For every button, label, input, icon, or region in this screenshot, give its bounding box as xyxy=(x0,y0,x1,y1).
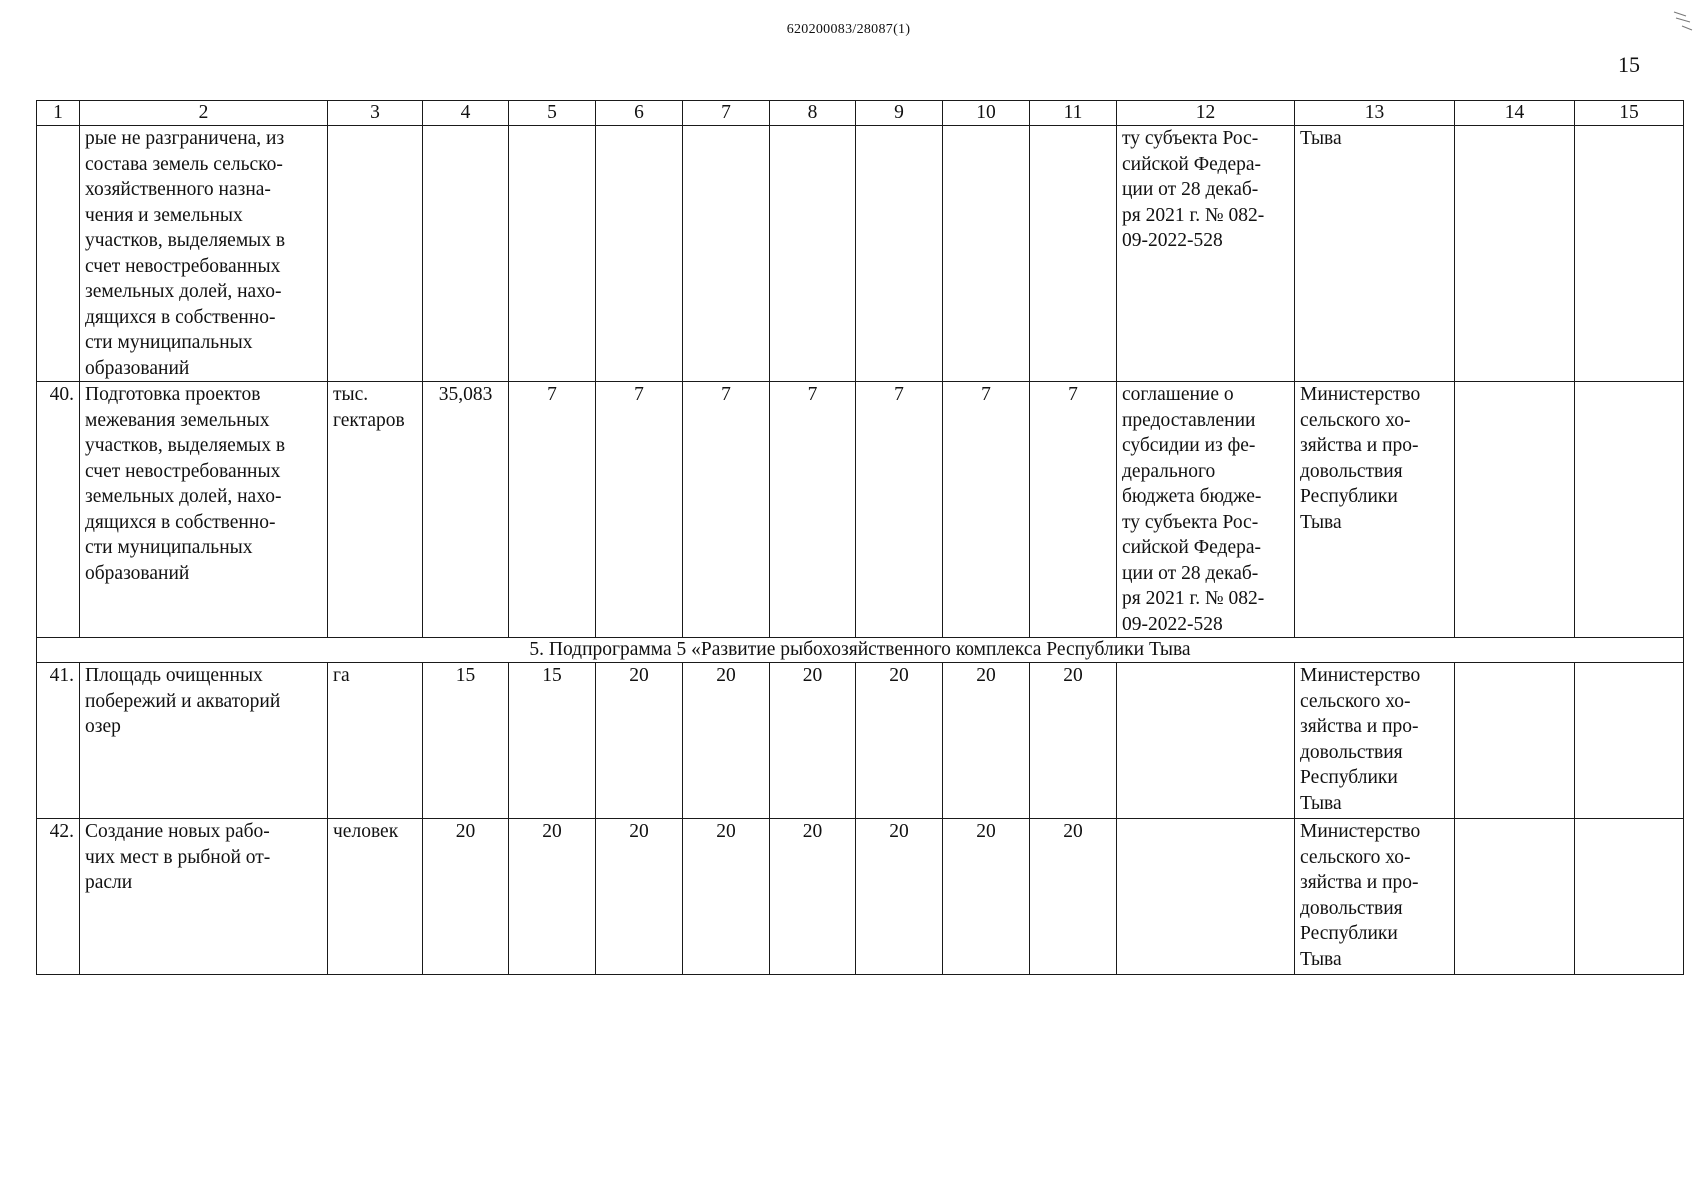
unit-cell xyxy=(328,126,423,382)
unit-cell: человек xyxy=(328,819,423,975)
value-cell: 20 xyxy=(943,663,1030,819)
value-cell xyxy=(509,126,596,382)
unit-cell: тыс. гектаров xyxy=(328,382,423,638)
header-cell: 5 xyxy=(509,101,596,126)
responsible-cell: Министерство сельского хо- зяйства и про- довольствия Республики Тыва xyxy=(1295,663,1455,819)
value-cell: 20 xyxy=(683,663,770,819)
value-cell xyxy=(423,126,509,382)
header-cell: 10 xyxy=(943,101,1030,126)
description-cell: Подготовка проектов межевания земельных участков, выделяемых в счет невостребованных земельных долей, нахо- дящихся в собственно- сти муниципальных образований xyxy=(80,382,328,638)
row-number-cell: 42. xyxy=(37,819,80,975)
page-number: 15 xyxy=(1618,52,1640,77)
header-cell: 4 xyxy=(423,101,509,126)
empty-cell xyxy=(1455,382,1575,638)
empty-cell xyxy=(1575,382,1684,638)
header-cell: 8 xyxy=(770,101,856,126)
header-cell: 1 xyxy=(37,101,80,126)
row-number-cell: 41. xyxy=(37,663,80,819)
value-cell: 20 xyxy=(856,819,943,975)
value-cell: 7 xyxy=(770,382,856,638)
header-cell: 15 xyxy=(1575,101,1684,126)
value-cell: 15 xyxy=(423,663,509,819)
header-cell: 12 xyxy=(1117,101,1295,126)
value-cell: 20 xyxy=(1030,819,1117,975)
value-cell: 7 xyxy=(943,382,1030,638)
table-row-41 xyxy=(37,663,1684,819)
value-cell: 7 xyxy=(683,382,770,638)
header-cell: 9 xyxy=(856,101,943,126)
empty-cell xyxy=(1455,819,1575,975)
value-cell: 20 xyxy=(856,663,943,819)
responsible-cell: Министерство сельского хо- зяйства и про- довольствия Республики Тыва xyxy=(1295,819,1455,975)
empty-cell xyxy=(1575,126,1684,382)
value-cell: 7 xyxy=(596,382,683,638)
header-cell: 11 xyxy=(1030,101,1117,126)
responsible-cell: Тыва xyxy=(1295,126,1455,382)
row-number-cell: 40. xyxy=(37,382,80,638)
value-cell: 20 xyxy=(509,819,596,975)
header-cell: 14 xyxy=(1455,101,1575,126)
empty-cell xyxy=(1575,819,1684,975)
header-cell: 2 xyxy=(80,101,328,126)
empty-cell xyxy=(1575,663,1684,819)
basis-cell xyxy=(1117,663,1295,819)
subprogram-5-title: 5. Подпрограмма 5 «Развитие рыбохозяйственного комплекса Республики Тыва xyxy=(37,638,1684,663)
value-cell: 7 xyxy=(856,382,943,638)
value-cell: 20 xyxy=(596,663,683,819)
responsible-cell: Министерство сельского хо- зяйства и про- довольствия Республики Тыва xyxy=(1295,382,1455,638)
value-cell: 20 xyxy=(1030,663,1117,819)
indicators-table xyxy=(36,100,1684,975)
unit-cell: га xyxy=(328,663,423,819)
table-row-continuation xyxy=(37,126,1684,382)
description-cell: рые не разграничена, из состава земель сельско- хозяйственного назна- чения и земельных участков, выделяемых в счет невостребованных земельных долей, нахо- дящихся в собственно- сти муниципальных образований xyxy=(80,126,328,382)
column-number-header-row xyxy=(37,101,1684,126)
table-row-40 xyxy=(37,382,1684,638)
empty-cell xyxy=(1455,126,1575,382)
value-cell: 7 xyxy=(509,382,596,638)
value-cell: 20 xyxy=(770,663,856,819)
value-cell xyxy=(856,126,943,382)
value-cell xyxy=(770,126,856,382)
value-cell: 20 xyxy=(423,819,509,975)
header-cell: 13 xyxy=(1295,101,1455,126)
header-cell: 7 xyxy=(683,101,770,126)
value-cell xyxy=(1030,126,1117,382)
value-cell: 35,083 xyxy=(423,382,509,638)
basis-cell: ту субъекта Рос- сийской Федера- ции от 28 декаб- ря 2021 г. № 082- 09-2022-528 xyxy=(1117,126,1295,382)
value-cell xyxy=(943,126,1030,382)
basis-cell: соглашение о предоставлении субсидии из фе- дерального бюджета бюдже- ту субъекта Рос- сийской Федера- ции от 28 декаб- ря 2021 г. № 082- 09-2022-528 xyxy=(1117,382,1295,638)
table-row-42 xyxy=(37,819,1684,975)
empty-cell xyxy=(1455,663,1575,819)
value-cell: 20 xyxy=(596,819,683,975)
basis-cell xyxy=(1117,819,1295,975)
value-cell: 15 xyxy=(509,663,596,819)
header-cell: 3 xyxy=(328,101,423,126)
row-number-cell xyxy=(37,126,80,382)
value-cell: 20 xyxy=(943,819,1030,975)
scan-corner-mark xyxy=(1672,6,1694,32)
value-cell xyxy=(683,126,770,382)
value-cell: 7 xyxy=(1030,382,1117,638)
value-cell: 20 xyxy=(683,819,770,975)
value-cell xyxy=(596,126,683,382)
value-cell: 20 xyxy=(770,819,856,975)
document-registration-code: 620200083/28087(1) xyxy=(786,22,911,37)
header-cell: 6 xyxy=(596,101,683,126)
description-cell: Площадь очищенных побережий и акваторий озер xyxy=(80,663,328,819)
description-cell: Создание новых рабо- чих мест в рыбной от- расли xyxy=(80,819,328,975)
section-header-row xyxy=(37,638,1684,663)
